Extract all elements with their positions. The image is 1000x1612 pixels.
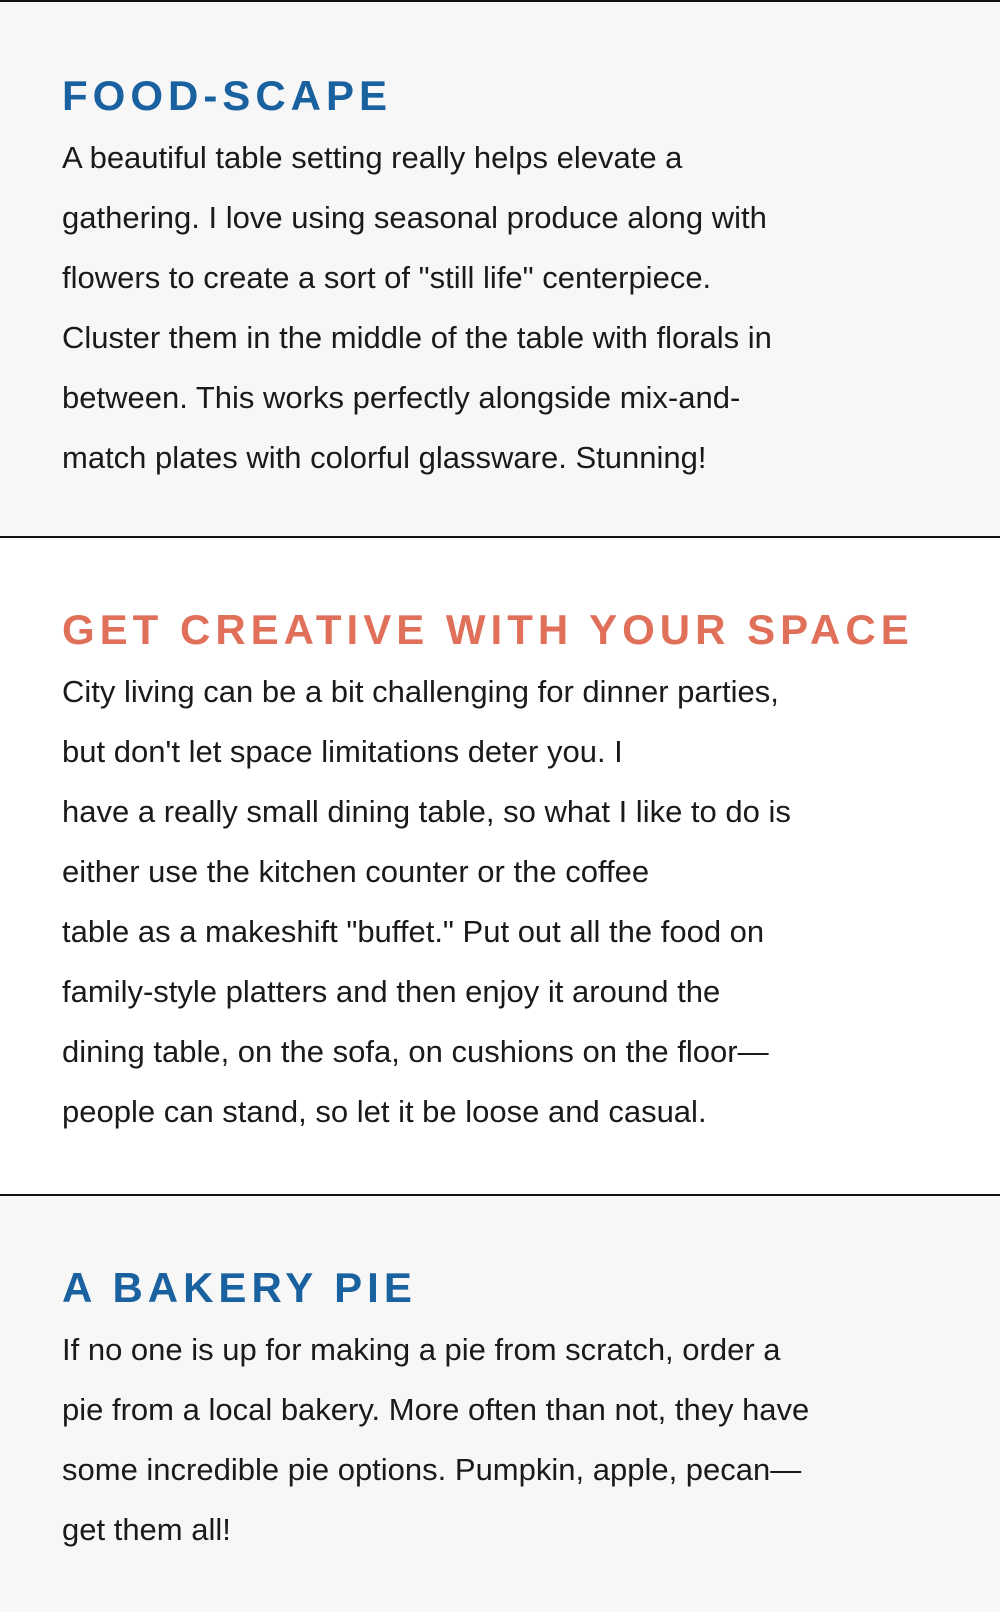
- body-line: table as a makeshift "buffet." Put out all the food on: [62, 914, 765, 949]
- body-line: between. This works perfectly alongside mix-and-: [62, 380, 741, 415]
- section-get-creative: [0, 538, 1000, 1194]
- body-line: pie from a local bakery. More often than not, they have: [62, 1392, 810, 1427]
- section-heading: A BAKERY PIE: [62, 1264, 417, 1311]
- section-body: [62, 1320, 940, 1560]
- body-line: match plates with colorful glassware. Stunning!: [62, 440, 707, 475]
- body-line: some incredible pie options. Pumpkin, apple, pecan—: [62, 1452, 802, 1487]
- body-line: gathering. I love using seasonal produce along with: [62, 200, 767, 235]
- body-line: family-style platters and then enjoy it around the: [62, 974, 721, 1009]
- section-body: [62, 662, 940, 1142]
- body-line: City living can be a bit challenging for dinner parties,: [62, 674, 779, 709]
- section-bakery-pie: [0, 1196, 1000, 1612]
- body-line: Cluster them in the middle of the table with florals in: [62, 320, 772, 355]
- section-heading: FOOD-SCAPE: [62, 72, 393, 119]
- section-food-scape: [0, 2, 1000, 536]
- body-line: If no one is up for making a pie from scratch, order a: [62, 1332, 781, 1367]
- body-line: have a really small dining table, so what I like to do is: [62, 794, 791, 829]
- body-line: either use the kitchen counter or the coffee: [62, 854, 650, 889]
- body-line: A beautiful table setting really helps elevate a: [62, 140, 683, 175]
- section-heading: GET CREATIVE WITH YOUR SPACE: [62, 606, 914, 653]
- section-body: [62, 128, 940, 488]
- body-line: but don't let space limitations deter you. I: [62, 734, 623, 769]
- body-line: dining table, on the sofa, on cushions on the floor—: [62, 1034, 769, 1069]
- body-line: people can stand, so let it be loose and casual.: [62, 1094, 707, 1129]
- body-line: get them all!: [62, 1512, 231, 1547]
- body-line: flowers to create a sort of "still life" centerpiece.: [62, 260, 712, 295]
